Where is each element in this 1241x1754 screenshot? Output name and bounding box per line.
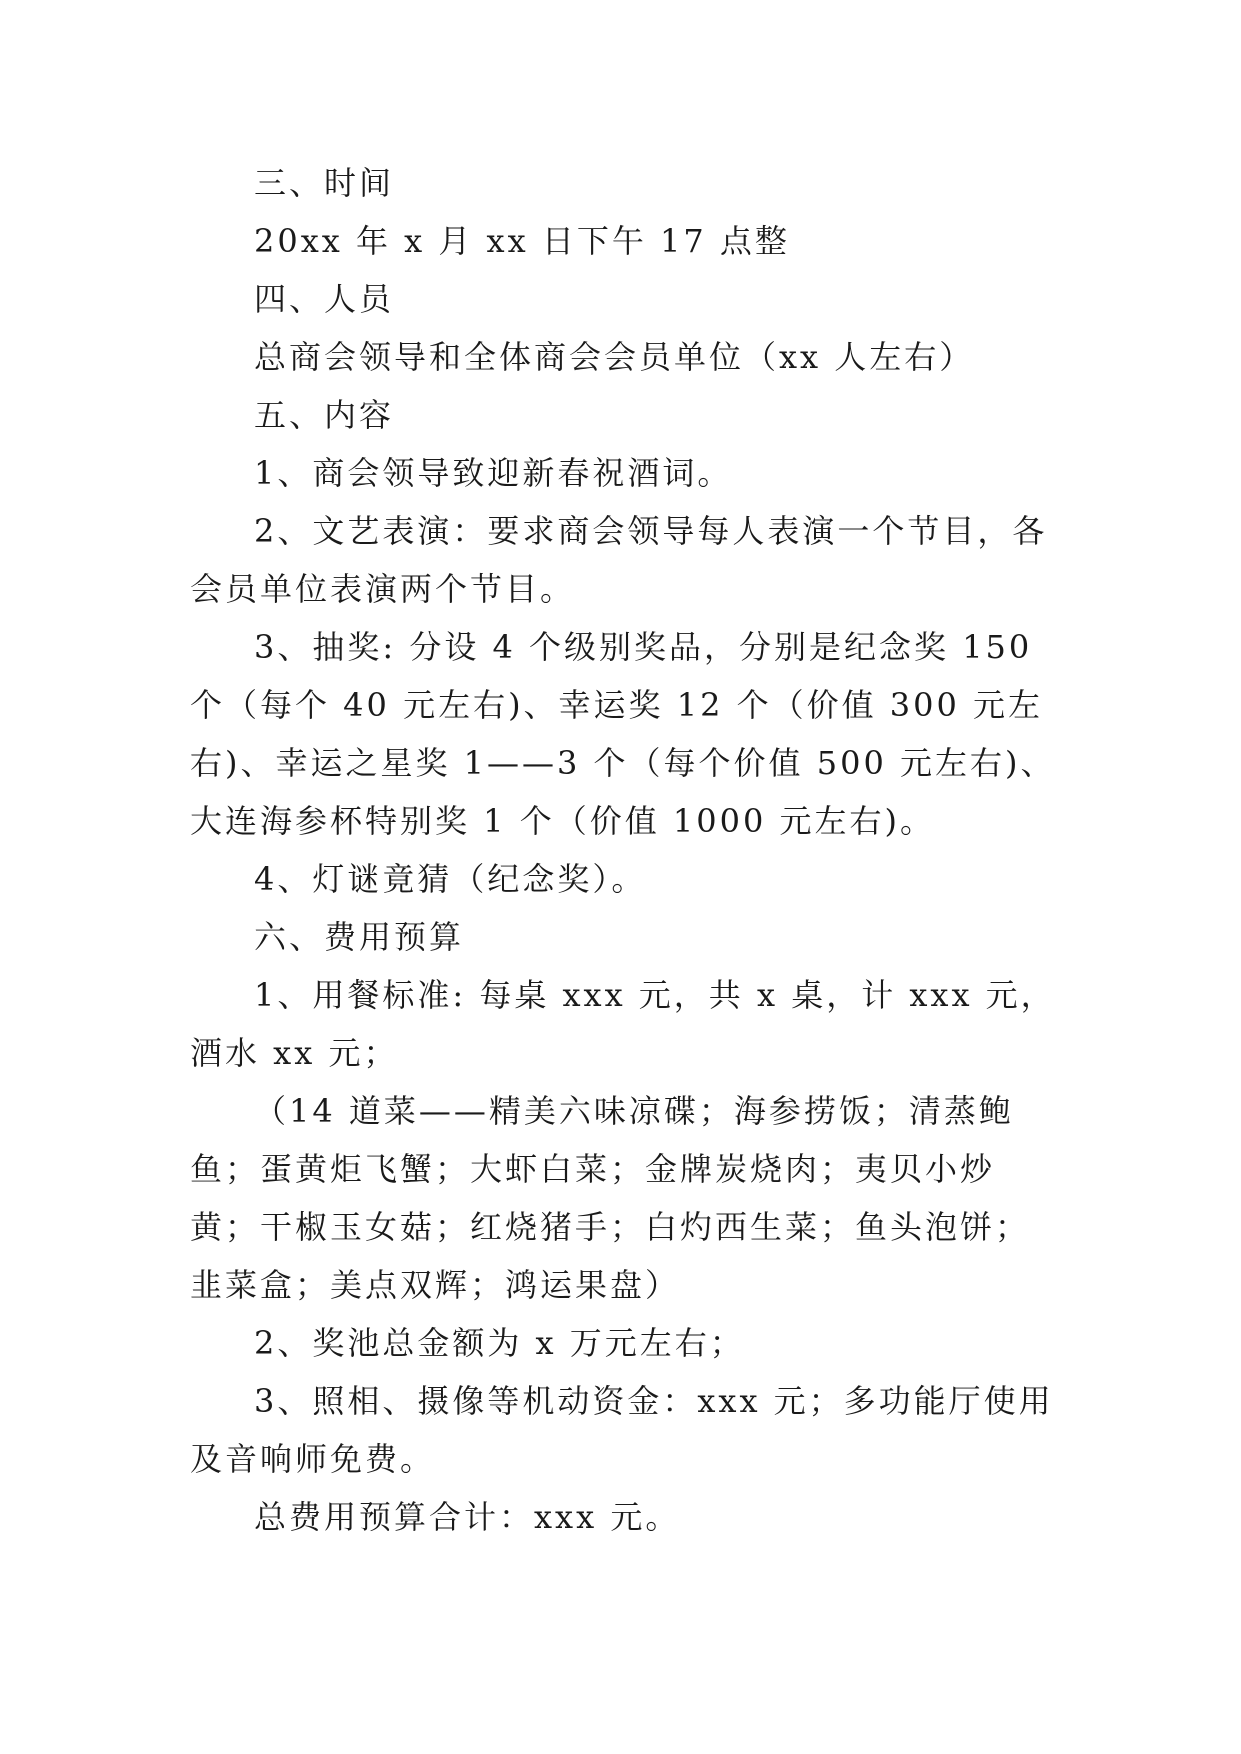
budget-item-3: 3、照相、摄像等机动资金：xxx 元；多功能厅使用及音响师免费。 — [190, 1382, 1054, 1478]
heading-time: 三、时间 — [254, 164, 395, 202]
content-item-3: 3、抽奖: 分设 4 个级别奖品，分别是纪念奖 150 个（每个 40 元左右)、幸运奖 12 个（价值 300 元左右)、幸运之星奖 1——3 个（每个价值 500 元左右)、大连海参杯特别奖 1 个（价值 1000 元左右)。 — [190, 628, 1056, 840]
heading-content: 五、内容 — [254, 396, 395, 434]
menu-list: （14 道菜——精美六味凉碟；海参捞饭；清蒸鲍鱼；蛋黄炬飞蟹；大虾白菜；金牌炭烧肉；夷贝小炒黄；干椒玉女菇；红烧猪手；白灼西生菜；鱼头泡饼；韭菜盒；美点双辉；鸿运果盘） — [190, 1092, 1031, 1304]
budget-item-1: 1、用餐标准: 每桌 xxx 元，共 x 桌，计 xxx 元，酒水 xx 元； — [190, 976, 1056, 1072]
document-body — [190, 154, 1060, 1546]
content-item-1: 1、商会领导致迎新春祝酒词。 — [254, 454, 733, 492]
heading-people: 四、人员 — [254, 280, 395, 318]
content-item-4: 4、灯谜竟猜（纪念奖）。 — [254, 860, 647, 898]
budget-total: 总费用预算合计：xxx 元。 — [254, 1498, 681, 1536]
heading-budget: 六、费用预算 — [254, 918, 465, 956]
time-text: 20xx 年 x 月 xx 日下午 17 点整 — [254, 222, 790, 260]
people-text: 总商会领导和全体商会会员单位（xx 人左右） — [254, 338, 975, 376]
content-item-2: 2、文艺表演：要求商会领导每人表演一个节目，各会员单位表演两个节目。 — [190, 512, 1048, 608]
budget-item-2: 2、奖池总金额为 x 万元左右； — [254, 1324, 745, 1362]
